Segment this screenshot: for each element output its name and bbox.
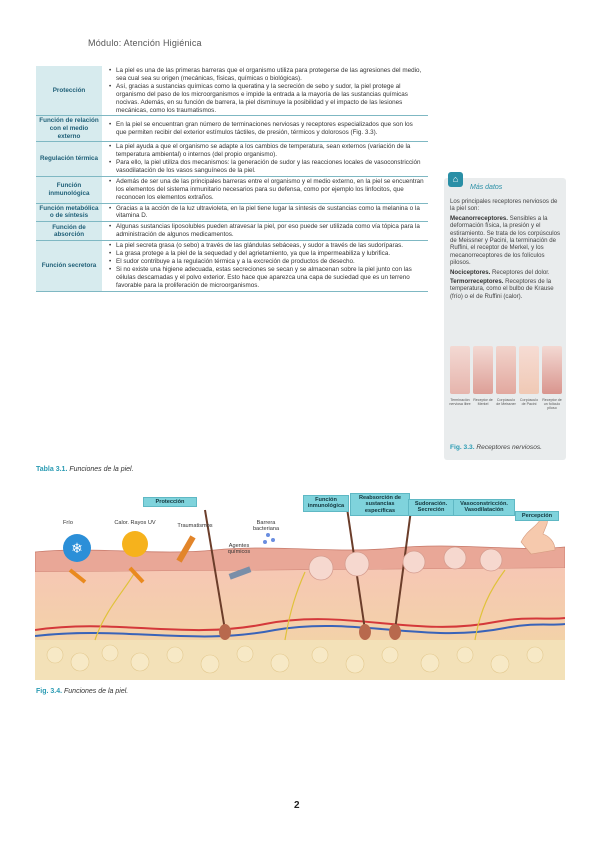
receptor-para-mechano <box>450 215 562 267</box>
receptor-label: Corpúsculo de Pacini <box>519 398 539 407</box>
figure-caption <box>36 688 128 695</box>
description-bullet: • Además de ser una de las principales barreras entre el organismo y el medio externo, en la piel se encuentran los elementos del sistema inmunitario necesarios para su defensa, como por ejemplo los linfocitos, que reconocen los elementos extraños. <box>116 178 425 202</box>
term-mechano: Mecanorreceptores. <box>450 214 508 222</box>
text-thermo: Receptores de la temperatura, como el bulbo de Krause (frío) o el de Ruffini (calor). <box>450 278 554 300</box>
label-immune: Función inmunológica <box>303 495 349 512</box>
function-description <box>102 222 428 241</box>
receptor-image-merkel <box>473 346 493 394</box>
label-heat-uv: Calor. Rayos UV <box>114 520 156 526</box>
skin-functions-table <box>36 66 428 292</box>
more-data-intro: Los principales receptores nerviosos de la piel son: <box>450 198 558 213</box>
receptor-label: Corpúsculo de Meissner <box>496 398 516 407</box>
table-row <box>36 142 428 177</box>
receptor-para-thermo <box>450 278 562 300</box>
text-mechano: Sensibles a la deformación física, la presión y el estiramiento. Se trata de los corpúsculos de Meissner y Pacini, la terminación de Ruffini, el receptor de Merkel, y los mecanorreceptores de los folículos pilosos. <box>450 214 561 267</box>
table-row <box>36 116 428 142</box>
description-bullet: • Algunas sustancias liposolubles pueden atravesar la piel, por eso puede ser utilizada como vía tópica para la administración de algunos medicamentos. <box>116 223 425 239</box>
info-badge-icon: ⌂ <box>448 172 463 187</box>
description-bullet: • En la piel se encuentran gran número de terminaciones nerviosas y receptores especializados que son los que permiten recibir del exterior estímulos táctiles, de presión, térmicos y dolorosos (Fig. 3.3). <box>116 121 425 137</box>
module-header: Módulo: Atención Higiénica <box>88 38 202 48</box>
table-row <box>36 203 428 222</box>
label-sweating: Sudoración. Secreción <box>408 499 454 516</box>
function-description <box>102 241 428 291</box>
receptor-para-noci <box>450 269 562 276</box>
receptor-image-follicle <box>542 346 562 394</box>
table-row <box>36 176 428 203</box>
function-description <box>102 176 428 203</box>
receptor-image-free-ending <box>450 346 470 394</box>
svg-text:❄: ❄ <box>71 541 83 557</box>
figure-caption-number: Fig. 3.4. <box>36 688 63 695</box>
receptor-image-pacini <box>519 346 539 394</box>
function-name: Función metabólica o de síntesis <box>36 203 102 222</box>
label-bacterial-barrier: Barrera bacteriana <box>252 520 280 533</box>
receptor-image-meissner <box>496 346 516 394</box>
receptors-caption-number: Fig. 3.3. <box>450 444 475 451</box>
function-description <box>102 116 428 142</box>
receptors-caption <box>450 444 542 451</box>
table-caption <box>36 466 134 473</box>
description-bullet: • Para ello, la piel utiliza dos mecanismos: la generación de sudor y las reacciones locales de vasoconstricción vasodilatación de los vasos sanguíneos de la piel. <box>116 159 425 175</box>
description-bullet: • Así, gracias a sustancias químicas como la queratina y la secreción de sebo y sudor, la piel protege al organismo del paso de los microorganismos e impide la entrada a la mayoría de las sustancias químicas nocivas. Además, en su función de barrera, la piel disminuye la posibilidad y el impacto de las lesiones mecánicas, como los traumatismos. <box>116 83 425 115</box>
label-trauma: Traumatismos <box>177 523 213 529</box>
description-bullet: • Gracias a la acción de la luz ultravioleta, en la piel tiene lugar la síntesis de sustancias como la melanina o la vitamina D. <box>116 205 425 221</box>
page-number: 2 <box>294 800 300 811</box>
description-bullet: • La piel secreta grasa (o sebo) a través de las glándulas sebáceas, y sudor a través de las sudoríparas. <box>116 242 425 250</box>
function-name: Protección <box>36 66 102 116</box>
receptor-label: Receptor de Merkel <box>473 398 493 407</box>
function-name: Función de relación con el medio externo <box>36 116 102 142</box>
function-name: Función secretora <box>36 241 102 291</box>
skin-illustration <box>35 490 565 680</box>
label-perception: Percepción <box>515 511 559 521</box>
table-caption-text: Funciones de la piel. <box>69 466 134 473</box>
function-description <box>102 203 428 222</box>
description-bullet: • El sudor contribuye a la regulación térmica y a la excreción de productos de desecho. <box>116 258 425 266</box>
description-bullet: • La piel ayuda a que el organismo se adapte a los cambios de temperatura, sean externos (variación de la temperatura ambiental) o internos (del propio organismo). <box>116 143 425 159</box>
receptor-label: Receptor de un folículo piloso <box>542 398 562 411</box>
receptors-caption-text: Receptores nerviosos. <box>476 444 543 451</box>
label-vasoconstriction: Vasoconstricción. Vasodilatación <box>453 499 515 516</box>
function-name: Regulación térmica <box>36 142 102 177</box>
skin-cross-section-drawing <box>35 490 565 680</box>
more-data-title: Más datos <box>470 184 503 191</box>
figure-caption-text: Funciones de la piel. <box>64 688 129 695</box>
label-cold: Frío <box>63 520 73 526</box>
function-description <box>102 66 428 116</box>
table-caption-number: Tabla 3.1. <box>36 466 68 473</box>
description-bullet: • La piel es una de las primeras barreras que el organismo utiliza para protegerse de las agresiones del medio, sea cual sea su origen (mecánicas, físicas, químicas o biológicas). <box>116 67 425 83</box>
function-description <box>102 142 428 177</box>
label-protection: Protección <box>143 497 197 507</box>
description-bullet: • La grasa protege a la piel de la sequedad y del agrietamiento, ya que la impermeabiliza y lubrifica. <box>116 250 425 258</box>
label-chemical-agents: Agentes químicos <box>227 543 251 556</box>
more-data-box <box>444 174 566 460</box>
term-thermo: Termorreceptores. <box>450 278 504 286</box>
description-bullet: • Si no existe una higiene adecuada, estas secreciones se secan y se almacenan sobre la piel junto con las células descamadas y el polvo exterior. Esto hace que aparezca una capa de suciedad que es un terreno favorable para la proliferación de microorganismos. <box>116 266 425 290</box>
receptor-label: Terminación nerviosa libre <box>449 398 471 407</box>
table-row <box>36 222 428 241</box>
label-reabsorption: Reabsorción de sustancias específicas <box>350 493 410 516</box>
function-name: Función de absorción <box>36 222 102 241</box>
table-row <box>36 66 428 116</box>
more-data-body <box>450 198 562 302</box>
function-name: Función inmunológica <box>36 176 102 203</box>
text-noci: Receptores del dolor. <box>492 268 550 276</box>
table-row <box>36 241 428 291</box>
term-noci: Nociceptores. <box>450 268 491 276</box>
